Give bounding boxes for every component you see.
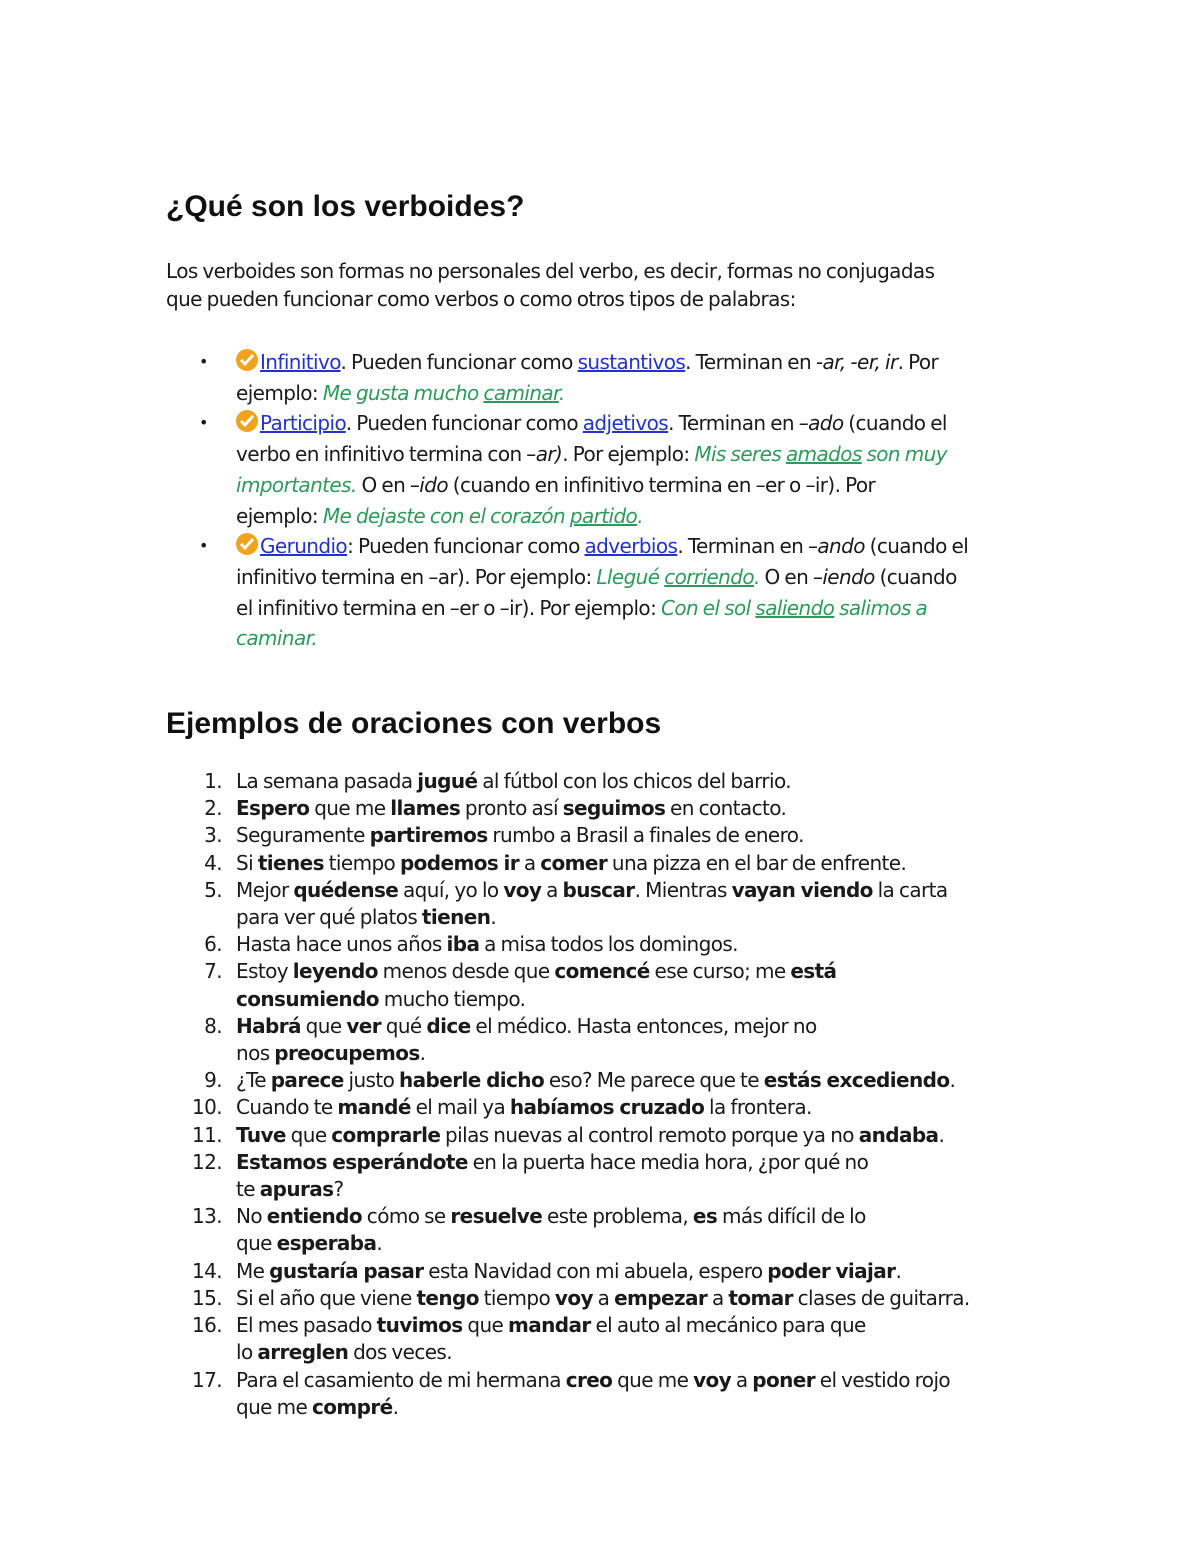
list-number: 9. [204,1068,222,1093]
example-text [596,565,759,589]
sentence-text: . [392,1394,399,1419]
sentence-text: en la puerta hace media hora, ¿por qué no [467,1149,869,1174]
ending-text: –ar) [526,442,563,467]
example-verboide: saliendo [755,595,835,620]
verb-highlight: preocupemos [274,1041,420,1066]
verb-highlight: partiremos [369,823,488,848]
sentence-text: La semana pasada [236,769,418,794]
example-text [323,381,565,405]
list-number: 7. [204,959,222,984]
verb-highlight: comencé [554,959,650,984]
text: . Pueden funcionar como [340,350,578,374]
example-sentence [166,877,1046,931]
list-number: 6. [204,932,222,957]
text: . Terminan en [677,534,808,559]
example-sentence [166,795,1046,822]
verb-highlight: arreglen [257,1340,349,1365]
example-sentence [166,1122,1046,1149]
sentence-text: al fútbol con los chicos del barrio. [477,769,792,794]
sentence-text: esta Navidad con mi abuela, espero [423,1258,768,1283]
example-sentence [166,1149,1046,1203]
verb-highlight: tienen [421,905,491,930]
list-number: 8. [204,1013,222,1038]
list-item-gerundio [166,531,1046,654]
check-badge-icon [236,349,258,371]
sentence-text: Me [236,1258,270,1283]
example-text [661,596,927,620]
example-text [694,442,947,466]
example-sentence [166,931,1046,958]
text: . Terminan en [668,411,799,436]
example-text: importantes. [236,472,357,497]
example-verboide: partido [569,503,638,528]
example-sentence [166,958,1046,1012]
text: (cuando el [843,411,947,436]
sentence-text: Hasta hace unos años [236,932,447,957]
verb-highlight: resuelve [450,1204,543,1229]
bullet: • [199,413,208,433]
sentence-text: Mejor [236,877,294,902]
example-part: Llegué [596,564,665,589]
sentence-text: pronto así [460,796,563,821]
verb-highlight: vayan viendo [731,877,873,902]
verb-highlight: gustaría pasar [269,1258,424,1283]
example-verboide: amados [785,442,862,467]
list-number: 10. [191,1095,222,1120]
sentence-text: a [707,1285,729,1310]
sentence-text: qué [381,1013,427,1038]
verb-highlight: poder viajar [767,1258,896,1283]
sentence-text: Si [236,850,258,875]
example-sentence [166,1013,1046,1067]
sentence-text: ¿Te [236,1068,271,1093]
verb-highlight: seguimos [562,796,666,821]
sentence-text: Seguramente [236,823,370,848]
sentence-text: Si el año que viene [236,1285,417,1310]
verb-highlight: es [692,1204,718,1229]
text: ejemplo: [236,503,323,528]
example-text: caminar. [236,626,318,651]
verb-highlight: Tuve [236,1122,286,1147]
list-number: 3. [204,823,222,848]
list-number: 16. [191,1313,222,1338]
example-part: Con el sol [660,595,756,620]
sentence-text: rumbo a Brasil a finales de enero. [487,823,804,848]
sentence-text: que [462,1313,509,1338]
sentence-text: que [300,1013,347,1038]
bullet: • [199,536,208,556]
ending-text: –ando [807,534,865,559]
sentence-text: . [938,1122,945,1147]
list-item-participio [166,408,1046,531]
text: : Pueden funcionar como [347,534,585,559]
section-title-verboides: ¿Qué son los verboides? [166,190,525,223]
sentence-text: aquí, yo lo [398,877,504,902]
verb-highlight: tengo [416,1285,479,1310]
text: ejemplo: [236,380,323,405]
verb-highlight: mandar [508,1313,591,1338]
example-part: salimos a [834,595,928,620]
list-number: 11. [191,1122,222,1147]
text: . Pueden funcionar como [345,411,583,436]
text: O en [759,564,813,589]
link-infinitivo[interactable]: Infinitivo [260,350,341,374]
link-gerundio[interactable]: Gerundio [260,534,348,559]
intro-line-1: Los verboides son formas no personales del verbo, es decir, formas no conjugadas [166,259,935,283]
verb-highlight: ver [346,1013,381,1038]
sentence-text: la frontera. [704,1095,812,1120]
example-sentence [166,1367,1046,1421]
sentence-text: Estoy [236,959,293,984]
sentence-text: el mail ya [410,1095,510,1120]
sentence-text: pilas nuevas al control remoto porque ya no [440,1122,859,1147]
check-badge-icon [236,533,258,555]
sentence-text: que me [236,1394,312,1419]
example-verboide: caminar [483,380,559,405]
verb-highlight: jugué [417,769,478,794]
text: . Por [897,350,939,374]
verb-highlight: poner [752,1367,815,1392]
sentence-text: Para el casamiento de mi hermana [236,1367,566,1392]
sentence-text: a [592,1285,615,1310]
verb-highlight: estás excediendo [763,1068,950,1093]
example-part: Me dejaste con el corazón [322,503,570,528]
sentence-text: te [236,1177,260,1202]
verb-highlight: tomar [728,1285,793,1310]
sentence-text: el vestido rojo [815,1367,951,1392]
link-participio[interactable]: Participio [260,411,346,436]
verb-highlight: podemos ir [399,850,520,875]
sentence-text: la carta [872,877,948,902]
list-number: 2. [204,796,222,821]
sentence-text: eso? Me parece que te [544,1068,764,1093]
verb-highlight: voy [693,1367,732,1392]
sentence-text: No [236,1204,267,1229]
list-number: 1. [204,769,222,794]
text: verbo en infinitivo termina con [236,442,527,467]
verb-highlight: empezar [614,1285,708,1310]
link-adjetivos[interactable]: adjetivos [582,411,669,436]
example-sentence [166,850,1046,877]
sentence-text: mucho tiempo. [378,986,526,1011]
verb-highlight: Espero [236,796,310,821]
sentence-text: ? [333,1177,344,1202]
sentence-text: El mes pasado [236,1313,377,1338]
intro-line-2: que pueden funcionar como verbos o como otros tipos de palabras: [166,287,796,311]
verb-highlight: comer [540,850,608,875]
example-part: Me gusta mucho [322,380,484,405]
text: . Terminan en [685,350,816,374]
example-verboide: corriendo [664,564,754,589]
text: el infinitivo termina en –er o –ir). Por ejemplo: [236,595,661,620]
bullet: • [199,352,208,371]
sentence-text: este problema, [542,1204,693,1229]
example-sentence [166,1203,1046,1257]
sentence-text: . [419,1041,426,1066]
verb-highlight: entiendo [266,1204,363,1229]
sentence-text: en contacto. [665,796,787,821]
verb-highlight: creo [565,1367,613,1392]
list-item-infinitivo [166,347,1046,408]
verb-highlight: apuras [259,1177,334,1202]
verb-highlight: quédense [293,877,399,902]
text: . Por ejemplo: [562,442,695,467]
sentence-text: a [731,1367,753,1392]
verb-highlight: leyendo [292,959,378,984]
sentence-text: tiempo [478,1285,555,1310]
verb-highlight: iba [446,932,480,957]
verb-highlight: voy [554,1285,593,1310]
sentence-text: el médico. Hasta entonces, mejor no [470,1013,817,1038]
example-part: Mis seres [694,442,786,467]
example-part: . [637,503,643,528]
verb-highlight: parece [270,1068,344,1093]
link-adverbios[interactable]: adverbios [584,534,678,559]
sentence-text: . Mientras [634,877,732,902]
sentence-text: Cuando te [236,1095,338,1120]
sentence-text: cómo se [362,1204,451,1229]
sentence-text: . [949,1068,956,1093]
sentence-text: una pizza en el bar de enfrente. [607,850,907,875]
verb-highlight: compré [311,1394,393,1419]
link-sustantivos[interactable]: sustantivos [577,350,686,374]
example-sentence [166,1067,1046,1094]
verb-highlight: dice [426,1013,471,1038]
sentence-text: el auto al mecánico para que [590,1313,866,1338]
sentence-text: a [541,877,563,902]
verb-highlight: esperaba [276,1231,377,1256]
example-part: . [558,380,565,405]
text: O en [356,472,410,497]
verb-highlight: buscar [562,877,635,902]
example-sentence [166,1285,1046,1312]
list-number: 17. [191,1367,222,1392]
text: (cuando en infinitivo termina en –er o –ir). Por [448,472,876,497]
sentence-text: que me [309,796,391,821]
example-sentence [166,1094,1046,1121]
sentence-text: justo [343,1068,400,1093]
sentence-text: a misa todos los domingos. [479,932,738,957]
sentence-text: nos [236,1041,275,1066]
check-badge-icon [236,410,258,432]
section-title-ejemplos: Ejemplos de oraciones con verbos [166,707,662,741]
verboides-list [166,347,1046,654]
list-number: 13. [191,1204,222,1229]
sentence-text: que [285,1122,332,1147]
list-number: 4. [204,850,222,875]
verb-highlight: consumiendo [236,986,379,1011]
ending-text: -ar, -er, ir [815,350,898,374]
verb-highlight: comprarle [331,1122,441,1147]
intro-paragraph [166,257,1046,313]
sentence-text: a [519,850,541,875]
list-number: 12. [191,1149,222,1174]
sentence-text: más difícil de lo [717,1204,866,1229]
example-sentence [166,1312,1046,1366]
sentence-text: lo [236,1340,258,1365]
ending-text: –ido [409,472,448,497]
ending-text: –iendo [812,564,875,589]
example-sentence [166,1258,1046,1285]
text: (cuando el [864,534,969,559]
example-part: son muy [861,442,947,467]
verb-highlight: tuvimos [376,1313,463,1338]
sentence-text: clases de guitarra. [792,1285,970,1310]
list-number: 15. [191,1285,222,1310]
verb-highlight: está [790,959,837,984]
verb-highlight: Estamos esperándote [236,1149,468,1174]
verb-highlight: habíamos cruzado [509,1095,705,1120]
verb-highlight: andaba [858,1122,939,1147]
list-number: 5. [204,877,222,902]
example-sentence [166,768,1046,795]
sentence-text: que me [612,1367,694,1392]
example-part: . [753,564,760,589]
verb-highlight: llames [390,796,461,821]
list-number: 14. [191,1258,222,1283]
verb-highlight: tienes [257,850,324,875]
sentence-text: menos desde que [377,959,555,984]
text: infinitivo termina en –ar). Por ejemplo: [236,564,597,589]
sentence-text: . [376,1231,383,1256]
example-text [323,504,643,528]
sentence-text: . [895,1258,902,1283]
verb-highlight: haberle dicho [399,1068,545,1093]
example-sentence [166,822,1046,849]
ending-text: –ado [798,411,844,436]
sentence-text: ese curso; me [649,959,791,984]
verb-highlight: Habrá [236,1013,301,1038]
examples-list [166,768,1046,1421]
document-page [166,185,1046,1421]
sentence-text: para ver qué platos [236,905,422,930]
verb-highlight: voy [503,877,542,902]
sentence-text: . [490,905,497,930]
sentence-text: que [236,1231,277,1256]
text: (cuando [874,564,957,589]
sentence-text: tiempo [323,850,400,875]
verb-highlight: mandé [337,1095,411,1120]
sentence-text: dos veces. [348,1340,453,1365]
